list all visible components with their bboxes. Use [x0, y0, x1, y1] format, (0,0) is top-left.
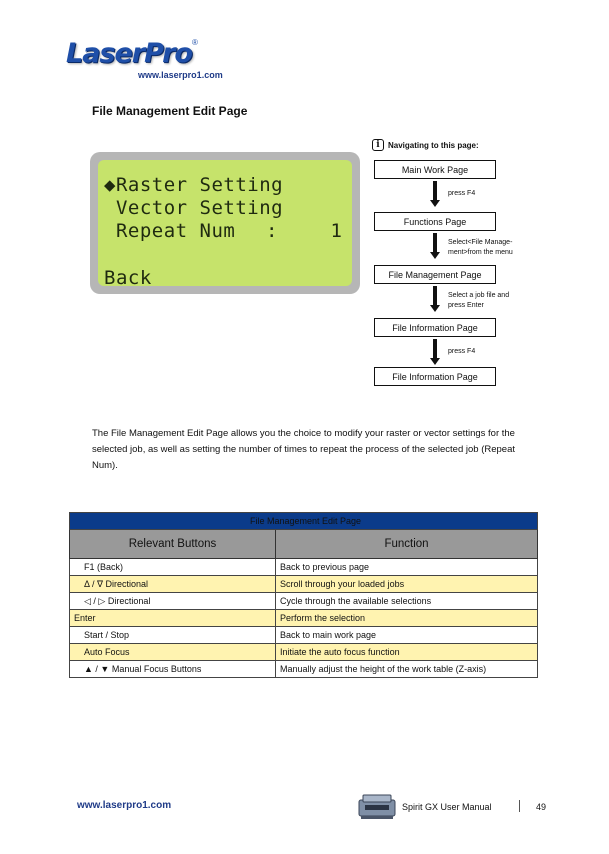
table-row: [70, 661, 538, 678]
info-icon: i: [372, 139, 384, 151]
lcd-display: [90, 152, 360, 294]
laserpro-logo: [66, 38, 266, 86]
flow-box-file-information-page-2: File Information Page: [374, 367, 496, 386]
page-heading: File Management Edit Page: [92, 104, 248, 118]
table-cell-button: Enter: [70, 610, 276, 627]
table-cell-function: Back to previous page: [276, 559, 538, 576]
table-cell-button: F1 (Back): [70, 559, 276, 576]
buttons-function-table: [69, 512, 538, 678]
body-paragraph: The File Management Edit Page allows you the choice to modify your raster or vector settings for the selected job, as well as setting the number of times to repeat the process of the selected job (Repeat Num).: [92, 428, 515, 471]
nav-title: [372, 139, 479, 151]
flow-note-2: Select<File Manage- ment>from the menu: [448, 239, 513, 256]
table-row: [70, 610, 538, 627]
flow-box-file-information-page: File Information Page: [374, 318, 496, 337]
table-row: [70, 644, 538, 661]
table-title: File Management Edit Page: [70, 513, 538, 530]
flow-note-4: press F4: [448, 348, 476, 355]
flow-note-1: press F4: [448, 190, 476, 197]
footer-page-number: 49: [536, 802, 547, 812]
flow-note-3: Select a job file and press Enter: [448, 292, 510, 309]
table-cell-button: ▲ / ▼ Manual Focus Buttons: [70, 661, 276, 678]
lcd-colon: :: [266, 220, 278, 242]
lcd-line-raster-setting: ◆Raster Setting: [104, 174, 284, 196]
table-row: [70, 593, 538, 610]
table-row: [70, 559, 538, 576]
footer-separator: [519, 800, 520, 812]
down-arrow-icon: [430, 181, 440, 207]
down-arrow-icon: [430, 286, 440, 312]
lcd-line-back: Back: [104, 267, 152, 289]
table-cell-function: Perform the selection: [276, 610, 538, 627]
logo-url: www.laserpro1.com: [138, 70, 223, 80]
table-cell-function: Initiate the auto focus function: [276, 644, 538, 661]
printer-icon: [357, 792, 399, 820]
table-cell-button: ◁ / ▷ Directional: [70, 593, 276, 610]
table-cell-function: Manually adjust the height of the work table (Z-axis): [276, 661, 538, 678]
flow-box-functions-page: Functions Page: [374, 212, 496, 231]
table-row: [70, 627, 538, 644]
table-cell-button: Start / Stop: [70, 627, 276, 644]
logo-registered-mark: ®: [192, 38, 198, 47]
table-cell-button: Auto Focus: [70, 644, 276, 661]
footer-url: www.laserpro1.com: [77, 800, 172, 811]
footer-manual-title: Spirit GX User Manual: [402, 802, 492, 812]
table-cell-function: Cycle through the available selections: [276, 593, 538, 610]
table-row: [70, 576, 538, 593]
table-header-function: Function: [276, 530, 538, 559]
flow-box-file-management-page: File Management Page: [374, 265, 496, 284]
table-cell-function: Back to main work page: [276, 627, 538, 644]
down-arrow-icon: [430, 339, 440, 365]
nav-title-text: Navigating to this page:: [388, 140, 479, 150]
flow-box-main-work-page: Main Work Page: [374, 160, 496, 179]
table-cell-button: Δ / ∇ Directional: [70, 576, 276, 593]
logo-wordmark: LaserPro: [66, 38, 192, 69]
table-cell-function: Scroll through your loaded jobs: [276, 576, 538, 593]
lcd-screen: [98, 160, 352, 289]
lcd-repeat-value: 1: [330, 220, 342, 242]
lcd-line-repeat-num: Repeat Num: [104, 220, 236, 242]
down-arrow-icon: [430, 233, 440, 259]
table-header-buttons: Relevant Buttons: [70, 530, 276, 559]
lcd-line-vector-setting: Vector Setting: [104, 197, 284, 219]
